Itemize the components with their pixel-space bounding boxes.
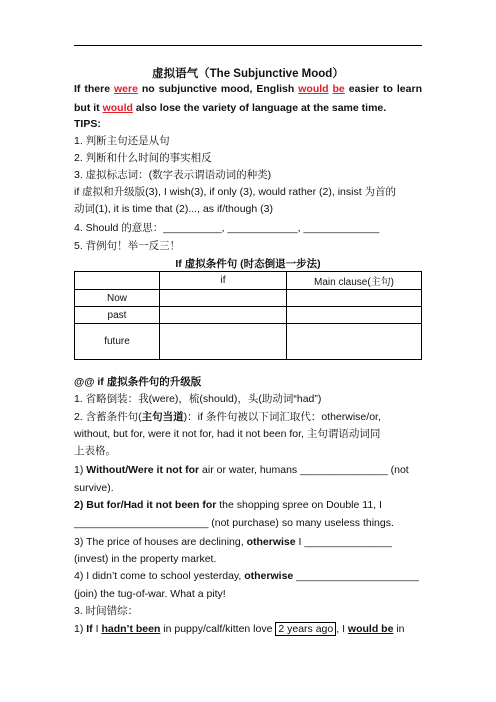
text: 2. 含蓄条件句( (74, 411, 142, 423)
table-header-cell (75, 272, 160, 290)
upgrade-heading: @@ if 虚拟条件句的升级版 (74, 376, 202, 388)
table-header-cell: if (160, 272, 287, 290)
table-header-row (75, 272, 422, 290)
example-4 (74, 568, 422, 585)
intro-text: If there (74, 83, 114, 95)
upgrade-point-2 (74, 409, 422, 426)
tip-item: 4. Should 的意思：__________, ____________, _____________ (74, 222, 380, 234)
highlight-would: would (102, 102, 133, 114)
emphasis: Without/Were it not for (86, 464, 200, 476)
tips-heading: TIPS: (74, 118, 101, 130)
table-row (75, 290, 422, 307)
highlight-were: were (113, 83, 138, 95)
row-label: future (75, 324, 160, 360)
text: 4) I didn’t come to school yesterday, (74, 570, 245, 582)
table-row (75, 324, 422, 360)
text: _____________________ (293, 570, 419, 582)
text: air or water, humans _______________ (not (199, 464, 409, 476)
boxed-time-phrase: 2 years ago (275, 622, 336, 636)
text: the shopping spree on Double 11, I (216, 499, 382, 511)
intro-line-1 (74, 80, 422, 99)
tip-item: 动词(1), it is time that (2)..., as if/though (3) (74, 203, 273, 215)
row-label: past (75, 307, 160, 324)
emphasis: otherwise (244, 570, 294, 582)
tip-item: 3. 虚拟标志词：(数字表示谓语动词的种类) (74, 169, 272, 181)
example-1 (74, 462, 422, 479)
highlight-would: would (298, 83, 329, 95)
upgrade-point-2-cont: 上表格。 (74, 445, 116, 457)
example-3-cont: (invest) in the property market. (74, 553, 217, 565)
upgrade-point-1: 1. 省略倒装：我(were)，梳(should)，头(助动词“had”) (74, 393, 322, 405)
example-2 (74, 497, 422, 514)
document-title: 虚拟语气（The Subjunctive Mood） (152, 68, 344, 80)
text: in (393, 623, 405, 635)
table-title: If 虚拟条件句 (时态倒退一步法) (175, 258, 321, 270)
intro-text: tive mood, English (198, 83, 299, 95)
example-2-cont: _______________________ (not purchase) so many useless things. (74, 517, 394, 529)
emphasis: If (86, 623, 93, 635)
text: 3) The price of houses are declining, (74, 536, 247, 548)
tip-item: 5. 背例句！举一反三！ (74, 240, 181, 252)
intro-paragraph (74, 80, 422, 118)
text: 1) (74, 464, 87, 476)
header-rule (74, 45, 422, 46)
text: I _______________ (295, 536, 392, 548)
intro-text: easier to learn (344, 83, 422, 95)
emphasis: 主句当道 (141, 411, 184, 423)
emphasis: 2) But for/Had it not been for (74, 499, 217, 511)
table-cell (287, 307, 422, 324)
tip-item: 2. 判断和什么时间的事实相反 (74, 152, 212, 164)
emphasis-underlined: would be (347, 623, 394, 635)
example-3 (74, 534, 422, 551)
table-cell (160, 324, 287, 360)
text: I (92, 623, 102, 635)
emphasis-underlined: hadn’t been (101, 623, 161, 635)
tip-item: if 虚拟和升级版(3), I wish(3), if only (3), would rather (2), insist 为首的 (74, 186, 397, 198)
table-cell (287, 324, 422, 360)
table-row (75, 307, 422, 324)
intro-text: no subjunc (137, 83, 199, 95)
example-1-cont: survive). (74, 482, 114, 494)
tip-item: 1. 判断主句还是从句 (74, 135, 170, 147)
intro-text: also lose the variety of language at the same time. (132, 102, 387, 114)
text: 1) (74, 623, 87, 635)
example-5 (74, 621, 422, 638)
text: , I (336, 623, 348, 635)
table-cell (287, 290, 422, 307)
tense-table (74, 271, 422, 360)
upgrade-point-2-cont: without, but for, were it not for, had it not been for, 主句谓语动词同 (74, 428, 381, 440)
table-cell (160, 290, 287, 307)
text: )：if 条件句被以下词汇取代：otherwise/or, (183, 411, 381, 423)
text: in puppy/calf/kitten love (160, 623, 276, 635)
row-label: Now (75, 290, 160, 307)
table-cell (160, 307, 287, 324)
intro-text: but it (74, 102, 103, 114)
emphasis: otherwise (246, 536, 296, 548)
table-header-cell: Main clause(主句) (287, 272, 422, 290)
example-4-cont: (join) the tug-of-war. What a pity! (74, 588, 226, 600)
highlight-be: be (332, 83, 345, 95)
upgrade-point-3: 3. 时间错综： (74, 605, 139, 617)
